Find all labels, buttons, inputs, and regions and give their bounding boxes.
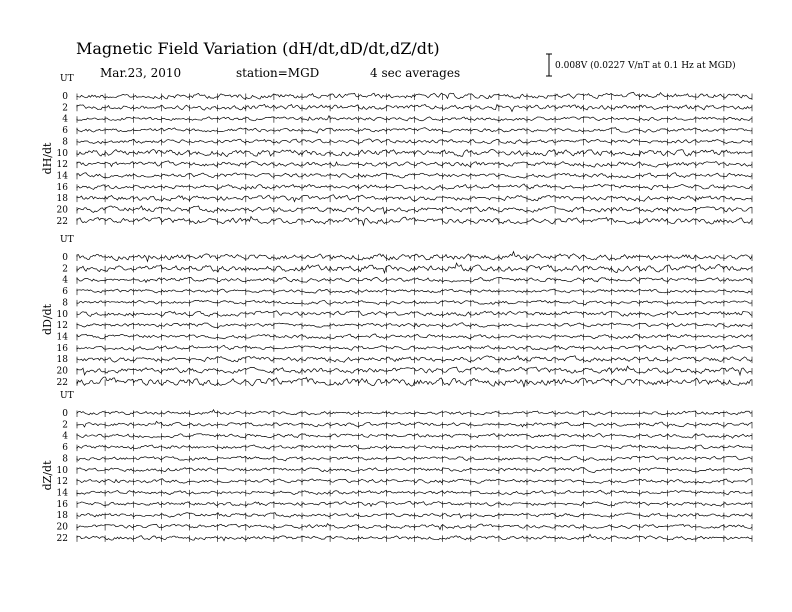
hour-ticks xyxy=(77,300,752,307)
row-label-12: 12 xyxy=(56,160,68,171)
panel-dZ-dt xyxy=(41,391,752,544)
chart-title: Magnetic Field Variation (dH/dt,dD/dt,dZ/dt) xyxy=(76,39,440,58)
row-label-14: 14 xyxy=(56,332,68,343)
panel-ylabel: dD/dt xyxy=(41,303,54,335)
date-label: Mar.23, 2010 xyxy=(100,66,182,80)
row-label-8: 8 xyxy=(62,298,68,309)
row-label-20: 20 xyxy=(56,366,68,377)
row-label-12: 12 xyxy=(56,321,68,332)
row-label-4: 4 xyxy=(62,431,68,442)
row-label-16: 16 xyxy=(56,499,68,510)
hour-ticks xyxy=(77,513,752,520)
hour-ticks xyxy=(77,311,752,318)
row-label-22: 22 xyxy=(56,533,68,544)
panel-ylabel: dH/dt xyxy=(41,142,54,175)
row-label-16: 16 xyxy=(56,343,68,354)
row-label-18: 18 xyxy=(56,194,68,205)
row-label-18: 18 xyxy=(56,511,68,522)
row-label-4: 4 xyxy=(62,114,68,125)
row-label-20: 20 xyxy=(56,205,68,216)
row-label-2: 2 xyxy=(62,264,68,275)
panels-group xyxy=(41,74,752,544)
ut-axis-label: UT xyxy=(60,235,74,245)
hour-ticks xyxy=(77,184,752,191)
row-label-6: 6 xyxy=(62,443,68,454)
hour-ticks xyxy=(77,368,752,375)
panel-dD-dt xyxy=(41,235,752,388)
row-label-0: 0 xyxy=(62,409,68,419)
row-label-2: 2 xyxy=(62,420,68,431)
row-label-6: 6 xyxy=(62,126,68,137)
hour-ticks xyxy=(77,501,752,508)
ut-axis-label: UT xyxy=(60,391,74,401)
scale-bar xyxy=(546,54,552,76)
scale-label: 0.008V (0.0227 V/nT at 0.1 Hz at MGD) xyxy=(555,61,736,71)
panel-ylabel: dZ/dt xyxy=(41,460,54,491)
hour-ticks xyxy=(77,105,752,112)
row-label-4: 4 xyxy=(62,275,68,286)
row-label-0: 0 xyxy=(62,253,68,263)
row-label-14: 14 xyxy=(56,488,68,499)
hour-ticks xyxy=(77,422,752,429)
row-label-10: 10 xyxy=(56,148,68,159)
row-label-8: 8 xyxy=(62,137,68,148)
station-label: station=MGD xyxy=(236,66,320,80)
hour-ticks xyxy=(77,116,752,123)
row-label-16: 16 xyxy=(56,182,68,193)
hour-ticks xyxy=(77,433,752,440)
row-label-18: 18 xyxy=(56,355,68,366)
row-label-10: 10 xyxy=(56,465,68,476)
row-label-20: 20 xyxy=(56,522,68,533)
hour-ticks xyxy=(77,162,752,169)
row-label-0: 0 xyxy=(62,92,68,102)
row-label-14: 14 xyxy=(56,171,68,182)
row-label-12: 12 xyxy=(56,477,68,488)
row-label-22: 22 xyxy=(56,216,68,227)
panel-dH-dt xyxy=(41,74,752,227)
hour-ticks xyxy=(77,289,752,296)
row-label-2: 2 xyxy=(62,103,68,114)
row-label-6: 6 xyxy=(62,287,68,298)
ut-axis-label: UT xyxy=(60,74,74,84)
row-label-10: 10 xyxy=(56,309,68,320)
hour-ticks xyxy=(77,357,752,364)
averaging-label: 4 sec averages xyxy=(370,66,461,80)
hour-ticks xyxy=(77,255,752,262)
row-label-8: 8 xyxy=(62,454,68,465)
row-label-22: 22 xyxy=(56,377,68,388)
